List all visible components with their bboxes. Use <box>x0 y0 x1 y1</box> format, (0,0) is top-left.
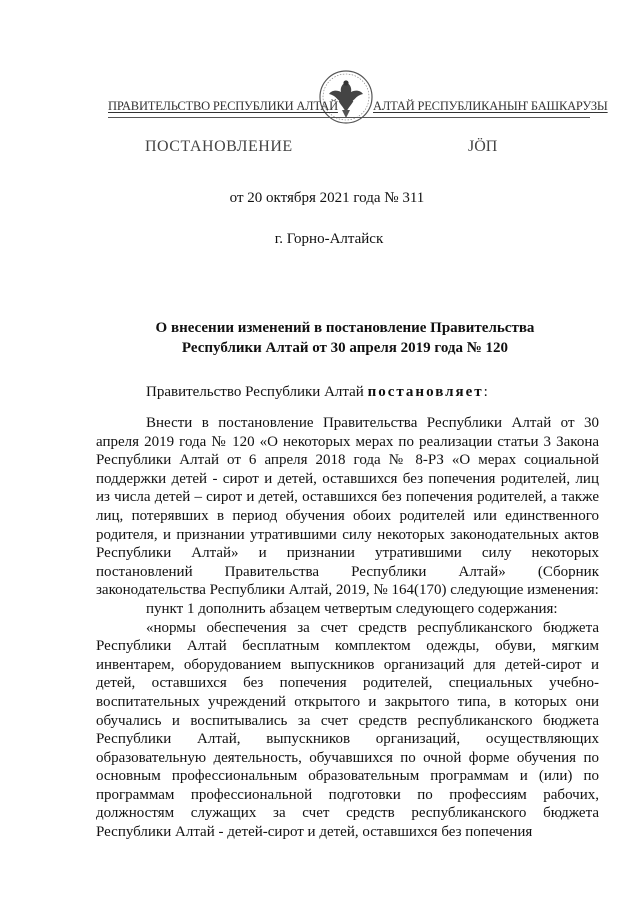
body-paragraph-1: Внести в постановление Правительства Республики Алтай от 30 апреля 2019 года № 120 «О некоторых мерах по реализации статьи 3 Закона Республики Алтай от 6 апреля 2018 года № 8-РЗ «О мерах социальной поддержки детей - сирот и детей, оставшихся без попечения родителей, лиц из числа детей – сирот и детей, оставшихся без попечения родителей, а также лиц, потерявших в период обучения обоих родителей или единственного родителя, и признании утратившими силу некоторых законодательных актов Республики Алтай» и признании утратившими силу некоторых постановлений Правительства Республики Алтай» (Сборник законодательства Республики Алтай, 2019, № 164(170) следующие изменения: <box>96 415 599 599</box>
document-body <box>96 414 599 842</box>
document-date-number: от 20 октября 2021 года № 311 <box>229 190 425 206</box>
document-title-line-1: О внесении изменений в постановление Правительства <box>155 320 535 336</box>
government-name-ru: ПРАВИТЕЛЬСТВО РЕСПУБЛИКИ АЛТАЙ <box>108 99 338 113</box>
document-type-alt: ЈӦП <box>468 138 498 155</box>
document-title-line-2: Республики Алтай от 30 апреля 2019 года № 120 <box>181 340 509 356</box>
document-type-ru: ПОСТАНОВЛЕНИЕ <box>145 138 293 155</box>
document-city: г. Горно-Алтайск <box>274 231 384 247</box>
header-divider <box>108 117 590 118</box>
lead-colon: : <box>483 384 488 400</box>
lead-subject: Правительство Республики Алтай <box>146 384 364 400</box>
document-title <box>120 318 570 358</box>
resolution-lead <box>146 384 488 401</box>
lead-action: постановляет <box>367 384 484 400</box>
body-paragraph-2: пункт 1 дополнить абзацем четвертым следующего содержания: <box>146 600 558 617</box>
body-paragraph-3: «нормы обеспечения за счет средств республиканского бюджета Республики Алтай бесплатным комплектом одежды, обуви, мягким инвентарем, оборудованием выпускников организаций для детей-сирот и детей, оставшихся без попечения родителей, специальных учебно-воспитательных учреждений открытого и закрытого типа, в которых они обучались и воспитывались за счет средств республиканского бюджета Республики Алтай, выпускников организаций, осуществляющих образовательную деятельность, обучавшихся по очной форме обучения по основным профессиональным образовательным программам и (или) по программам профессиональной подготовки по профессиям рабочих, должностям служащих за счет средств республиканского бюджета Республики Алтай - детей-сирот и детей, оставшихся без попечения <box>96 619 599 841</box>
government-name-alt: АЛТАЙ РЕСПУБЛИКАНЫҤ БАШКАРУЗЫ <box>373 99 608 113</box>
